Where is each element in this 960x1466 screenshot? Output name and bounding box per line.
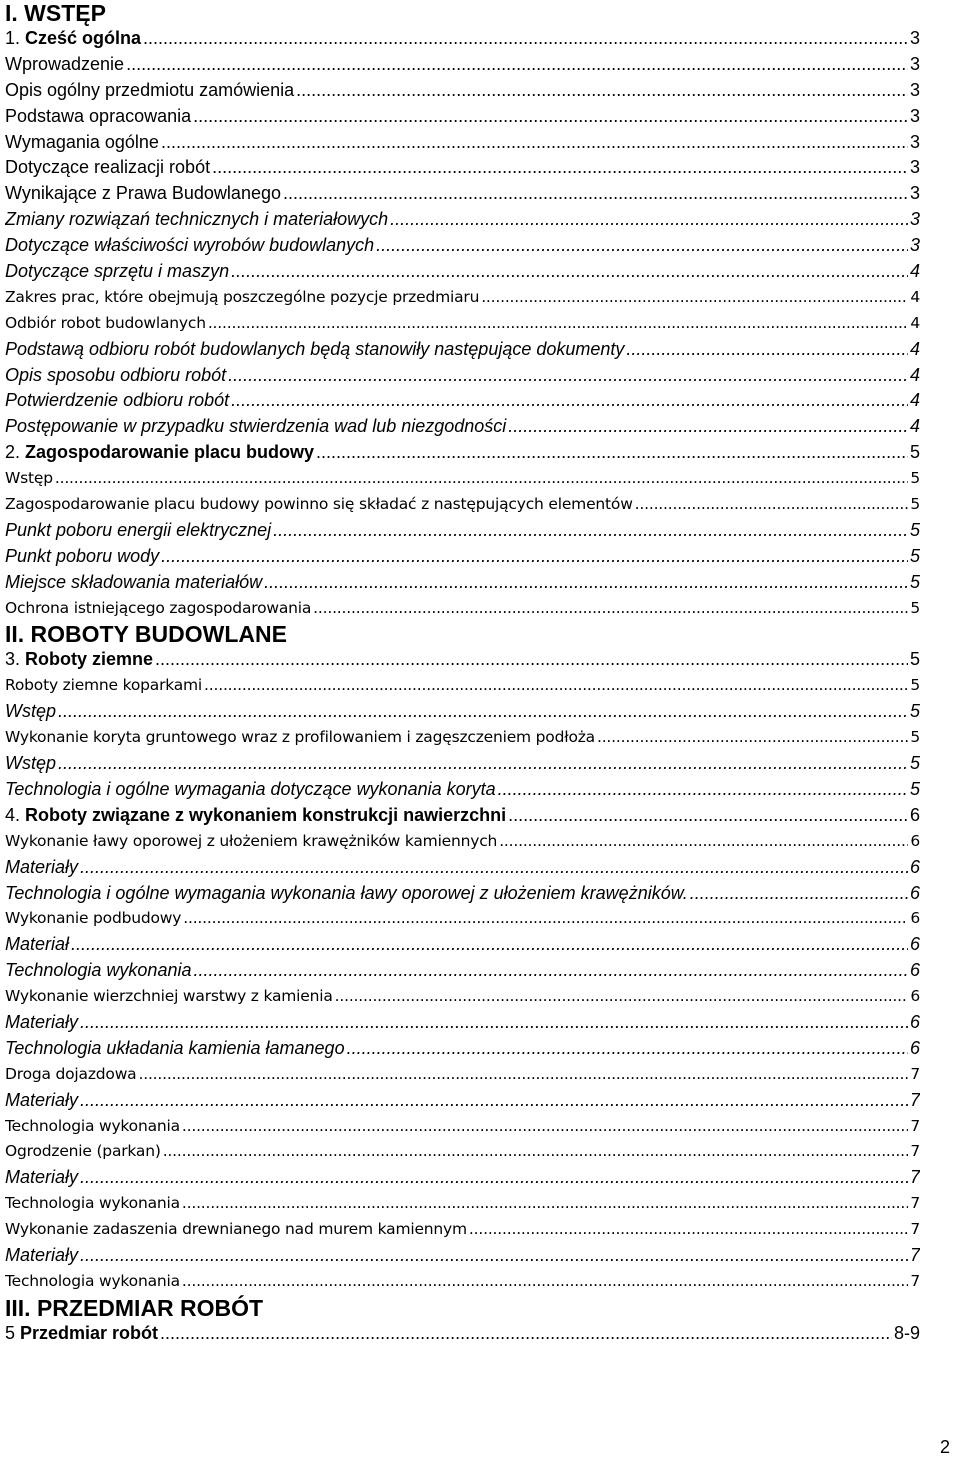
- toc-entry-title: Zagospodarowanie placu budowy powinno się składać z następujących elementów: [5, 495, 633, 514]
- toc-entry[interactable]: [5, 52, 920, 78]
- toc-entry[interactable]: [5, 337, 920, 363]
- toc-entry-page: 3: [909, 131, 920, 152]
- toc-entry-page: 5: [910, 728, 920, 747]
- toc-leader-dots: [283, 181, 908, 207]
- toc-entry-title: Podstawą odbioru robót budowlanych będą stanowiły następujące dokumenty: [5, 338, 625, 359]
- toc-leader-dots: [231, 388, 908, 414]
- toc-entry[interactable]: [5, 1062, 920, 1088]
- toc-leader-dots: [296, 78, 908, 104]
- toc-entry-page: 6: [910, 831, 920, 850]
- toc-entry-label: [5, 984, 333, 1010]
- table-of-contents: [5, 0, 920, 1347]
- toc-entry-page: 3: [909, 235, 920, 256]
- toc-leader-dots: [690, 881, 908, 907]
- toc-entry-page: 7: [910, 1142, 920, 1161]
- toc-entry-page: 6: [909, 934, 920, 955]
- toc-entry[interactable]: [5, 414, 920, 440]
- toc-entry-label: [5, 337, 624, 363]
- toc-entry-label: [5, 1217, 467, 1243]
- toc-entry-title: Ogrodzenie (parkan): [5, 1142, 161, 1161]
- toc-entry[interactable]: [5, 130, 920, 156]
- toc-entry-label: [5, 1139, 161, 1165]
- toc-entry[interactable]: [5, 777, 920, 803]
- toc-entry-page: 7: [909, 1167, 920, 1188]
- toc-entry-page: 5: [909, 778, 920, 799]
- toc-entry-page: 3: [909, 105, 920, 126]
- toc-entry-label: [5, 104, 191, 130]
- toc-entry[interactable]: [5, 855, 920, 881]
- toc-entry-page: 7: [910, 1194, 920, 1213]
- toc-leader-dots: [80, 1088, 908, 1114]
- toc-entry[interactable]: [5, 1191, 920, 1217]
- toc-entry-number: 2.: [5, 442, 26, 463]
- toc-entry[interactable]: [5, 1243, 920, 1269]
- toc-entry-page: 5: [909, 519, 920, 540]
- toc-leader-dots: [182, 1114, 908, 1140]
- toc-entry-label: [5, 466, 53, 492]
- toc-entry-label: [5, 388, 229, 414]
- toc-entry-page: 5: [909, 545, 920, 566]
- toc-entry-title: Dotyczące właściwości wyrobów budowlanych: [5, 235, 375, 256]
- toc-entry[interactable]: [5, 647, 920, 673]
- toc-leader-dots: [498, 777, 908, 803]
- toc-entry-label: [5, 855, 78, 881]
- toc-entry-page: 5: [909, 649, 920, 670]
- toc-entry-label: [5, 673, 202, 699]
- toc-leader-dots: [499, 829, 908, 855]
- toc-entry-page: 6: [910, 987, 920, 1006]
- toc-leader-dots: [635, 492, 909, 518]
- toc-entry-page: 3: [909, 209, 920, 230]
- toc-entry-label: [5, 1114, 180, 1140]
- toc-leader-dots: [71, 932, 908, 958]
- toc-entry[interactable]: [5, 1321, 920, 1347]
- toc-entry-title: Wstęp: [5, 753, 57, 774]
- toc-entry-title: Droga dojazdowa: [5, 1064, 137, 1083]
- toc-leader-dots: [161, 130, 908, 156]
- toc-entry-label: [5, 1321, 158, 1347]
- toc-entry-label: [5, 181, 281, 207]
- toc-leader-dots: [231, 259, 908, 285]
- toc-entry-page: 7: [910, 1064, 920, 1083]
- toc-entry-title: Roboty ziemne: [25, 649, 154, 670]
- toc-entry-page: 5: [909, 571, 920, 592]
- toc-entry-label: [5, 881, 688, 907]
- toc-leader-dots: [469, 1217, 908, 1243]
- toc-entry-label: [5, 285, 479, 311]
- toc-entry-title: Postępowanie w przypadku stwierdzenia wad lub niezgodności: [5, 416, 507, 437]
- toc-entry-page: 4: [909, 416, 920, 437]
- toc-entry-label: [5, 259, 229, 285]
- toc-entry-label: [5, 1191, 180, 1217]
- toc-entry[interactable]: [5, 803, 920, 829]
- toc-entry-label: [5, 518, 271, 544]
- toc-entry-title: Technologia wykonania: [5, 960, 192, 981]
- toc-entry-title: Wstęp: [5, 701, 57, 722]
- toc-leader-dots: [163, 1139, 909, 1165]
- toc-leader-dots: [264, 570, 908, 596]
- toc-entry-title: Miejsce składowania materiałów: [5, 571, 263, 592]
- toc-entry-page: 3: [909, 183, 920, 204]
- toc-entry-title: Roboty ziemne koparkami: [5, 676, 203, 695]
- toc-entry[interactable]: [5, 26, 920, 52]
- toc-entry-page: 3: [909, 79, 920, 100]
- toc-entry-title: Materiały: [5, 856, 79, 877]
- toc-leader-dots: [161, 544, 908, 570]
- toc-entry-label: [5, 363, 226, 389]
- toc-entry-title: Potwierdzenie odbioru robót: [5, 390, 230, 411]
- toc-entry-title: Wykonanie koryta gruntowego wraz z profilowaniem i zagęszczeniem podłoża: [5, 728, 595, 747]
- toc-entry-title: Technologia wykonania: [5, 1271, 180, 1290]
- toc-entry-title: Zagospodarowanie placu budowy: [25, 442, 315, 463]
- toc-leader-dots: [80, 1010, 908, 1036]
- toc-entry-label: [5, 1062, 136, 1088]
- toc-entry-page: 4: [910, 313, 920, 332]
- toc-entry-page: 4: [909, 261, 920, 282]
- toc-leader-dots: [335, 984, 909, 1010]
- toc-entry-label: [5, 570, 262, 596]
- toc-entry[interactable]: [5, 932, 920, 958]
- toc-entry-page: 6: [910, 909, 920, 928]
- toc-entry-label: [5, 233, 374, 259]
- toc-entry[interactable]: [5, 1269, 920, 1295]
- toc-entry-number: 3.: [5, 649, 26, 670]
- toc-entry[interactable]: [5, 78, 920, 104]
- toc-entry-label: [5, 1243, 78, 1269]
- page-number: 2: [939, 1437, 950, 1457]
- toc-entry[interactable]: [5, 259, 920, 285]
- toc-leader-dots: [55, 466, 908, 492]
- toc-entry-label: [5, 492, 633, 518]
- toc-entry[interactable]: [5, 1139, 920, 1165]
- toc-entry-page: 7: [910, 1220, 920, 1239]
- toc-entry-page: 7: [909, 1089, 920, 1110]
- toc-entry-title: Materiały: [5, 1011, 79, 1032]
- toc-entry[interactable]: [5, 984, 920, 1010]
- toc-leader-dots: [228, 363, 908, 389]
- toc-entry-number: 5: [5, 1322, 21, 1343]
- toc-entry-page: 3: [909, 28, 920, 48]
- toc-entry[interactable]: [5, 1165, 920, 1191]
- toc-leader-dots: [376, 233, 908, 259]
- toc-entry-label: [5, 906, 181, 932]
- toc-entry-label: [5, 777, 496, 803]
- toc-leader-dots: [208, 311, 909, 337]
- toc-entry-title: Zmiany rozwiązań technicznych i materiałowych: [5, 209, 389, 230]
- toc-entry-label: [5, 1010, 78, 1036]
- toc-entry[interactable]: [5, 492, 920, 518]
- toc-entry[interactable]: [5, 1217, 920, 1243]
- toc-leader-dots: [390, 207, 908, 233]
- toc-entry-number: 1.: [5, 28, 26, 48]
- toc-entry-page: 6: [909, 856, 920, 877]
- toc-entry-title: Wykonanie ławy oporowej z ułożeniem krawężników kamiennych: [5, 831, 498, 850]
- toc-entry[interactable]: [5, 285, 920, 311]
- toc-entry[interactable]: [5, 518, 920, 544]
- toc-leader-dots: [160, 1321, 892, 1347]
- toc-entry-label: [5, 155, 210, 181]
- toc-entry-page: 5: [910, 598, 920, 617]
- toc-leader-dots: [80, 1243, 908, 1269]
- toc-entry-label: [5, 26, 141, 52]
- toc-entry-title: Technologia wykonania: [5, 1194, 180, 1213]
- toc-entry-page: 6: [909, 882, 920, 903]
- toc-entry[interactable]: [5, 207, 920, 233]
- toc-leader-dots: [58, 699, 908, 725]
- toc-entry[interactable]: [5, 570, 920, 596]
- toc-leader-dots: [138, 1062, 908, 1088]
- toc-entry-label: [5, 130, 159, 156]
- toc-leader-dots: [481, 285, 908, 311]
- toc-entry-page: 4: [909, 364, 920, 385]
- toc-entry[interactable]: [5, 881, 920, 907]
- toc-entry-title: Wymagania ogólne: [5, 131, 159, 152]
- toc-leader-dots: [182, 1269, 908, 1295]
- toc-leader-dots: [508, 803, 908, 829]
- toc-entry-label: [5, 414, 506, 440]
- toc-entry-page: 5: [910, 469, 920, 488]
- toc-entry-title: Technologia wykonania: [5, 1116, 180, 1135]
- toc-entry-title: Wykonanie wierzchniej warstwy z kamienia: [5, 987, 333, 1006]
- toc-entry-title: Wprowadzenie: [5, 53, 125, 74]
- toc-entry-page: 6: [909, 1011, 920, 1032]
- toc-entry[interactable]: [5, 1010, 920, 1036]
- toc-entry-title: Technologia i ogólne wymagania wykonania ławy oporowej z ułożeniem krawężników.: [5, 882, 688, 903]
- toc-entry-page: 8-9: [893, 1322, 920, 1343]
- toc-entry-page: 4: [909, 390, 920, 411]
- toc-entry-page: 5: [910, 676, 920, 695]
- toc-leader-dots: [313, 596, 908, 622]
- toc-entry[interactable]: [5, 311, 920, 337]
- toc-entry-page: 6: [909, 1037, 920, 1058]
- toc-leader-dots: [80, 855, 908, 881]
- toc-entry-page: 5: [909, 753, 920, 774]
- toc-entry-page: 6: [909, 804, 920, 825]
- toc-entry-title: Opis ogólny przedmiotu zamówienia: [5, 79, 295, 100]
- toc-entry[interactable]: [5, 751, 920, 777]
- toc-entry-label: [5, 829, 497, 855]
- toc-leader-dots: [183, 906, 908, 932]
- toc-entry[interactable]: [5, 440, 920, 466]
- toc-entry-title: Materiał: [5, 934, 70, 955]
- toc-entry-label: [5, 440, 314, 466]
- toc-entry-title: Zakres prac, które obejmują poszczególne pozycje przedmiaru: [5, 287, 480, 306]
- toc-entry-label: [5, 207, 388, 233]
- toc-entry-title: Materiały: [5, 1089, 79, 1110]
- toc-entry[interactable]: [5, 699, 920, 725]
- toc-entry-label: [5, 1088, 78, 1114]
- toc-entry[interactable]: [5, 233, 920, 259]
- toc-entry-page: 7: [910, 1116, 920, 1135]
- toc-entry-title: Przedmiar robót: [20, 1322, 159, 1343]
- toc-entry-title: Wynikające z Prawa Budowlanego: [5, 183, 281, 204]
- toc-entry-number: 4.: [5, 804, 26, 825]
- toc-entry-title: Roboty związane z wykonaniem konstrukcji nawierzchni: [25, 804, 507, 825]
- toc-entry-label: [5, 596, 311, 622]
- toc-entry-title: Dotyczące realizacji robót: [5, 157, 211, 178]
- toc-entry-title: Wykonanie zadaszenia drewnianego nad murem kamiennym: [5, 1220, 467, 1239]
- toc-entry[interactable]: [5, 104, 920, 130]
- toc-entry-label: [5, 1165, 78, 1191]
- toc-entry-label: [5, 803, 506, 829]
- toc-entry-label: [5, 647, 153, 673]
- toc-entry[interactable]: [5, 388, 920, 414]
- toc-entry-title: Materiały: [5, 1244, 79, 1265]
- toc-entry[interactable]: [5, 181, 920, 207]
- section-heading: II. ROBOTY BUDOWLANE: [5, 621, 287, 648]
- section-heading: I. WSTĘP: [5, 0, 106, 26]
- toc-leader-dots: [80, 1165, 908, 1191]
- toc-entry-title: Odbiór robot budowlanych: [5, 313, 206, 332]
- toc-entry-label: [5, 1036, 345, 1062]
- toc-entry-title: Technologia i ogólne wymagania dotyczące wykonania koryta: [5, 778, 496, 799]
- toc-entry[interactable]: [5, 466, 920, 492]
- toc-leader-dots: [626, 337, 908, 363]
- toc-entry-title: Podstawa opracowania: [5, 105, 192, 126]
- toc-entry-title: Technologia układania kamienia łamanego: [5, 1037, 345, 1058]
- toc-entry-page: 5: [910, 495, 920, 514]
- toc-leader-dots: [143, 26, 908, 52]
- toc-entry-label: [5, 78, 294, 104]
- toc-entry-label: [5, 699, 56, 725]
- toc-leader-dots: [193, 104, 908, 130]
- toc-entry-page: 5: [909, 442, 920, 463]
- toc-entry-title: Ochrona istniejącego zagospodarowania: [5, 598, 312, 617]
- toc-entry-title: Punkt poboru energii elektrycznej: [5, 519, 272, 540]
- toc-entry-label: [5, 932, 69, 958]
- toc-entry-title: Dotyczące sprzętu i maszyn: [5, 261, 230, 282]
- toc-entry[interactable]: [5, 673, 920, 699]
- toc-leader-dots: [508, 414, 908, 440]
- toc-entry[interactable]: [5, 829, 920, 855]
- toc-entry-title: Materiały: [5, 1167, 79, 1188]
- toc-entry-label: [5, 751, 56, 777]
- toc-entry[interactable]: [5, 1088, 920, 1114]
- toc-leader-dots: [597, 725, 908, 751]
- toc-leader-dots: [126, 52, 908, 78]
- toc-entry-label: [5, 725, 595, 751]
- toc-entry[interactable]: [5, 725, 920, 751]
- toc-entry-title: Opis sposobu odbioru robót: [5, 364, 227, 385]
- toc-entry-page: 4: [909, 338, 920, 359]
- toc-entry-page: 6: [909, 960, 920, 981]
- toc-entry[interactable]: [5, 155, 920, 181]
- toc-leader-dots: [204, 673, 908, 699]
- toc-entry-title: Punkt poboru wody: [5, 545, 160, 566]
- toc-leader-dots: [182, 1191, 908, 1217]
- toc-entry-page: 4: [910, 287, 920, 306]
- toc-entry-label: [5, 1269, 180, 1295]
- toc-entry-page: 3: [909, 157, 920, 178]
- toc-entry-label: [5, 958, 191, 984]
- toc-entry[interactable]: [5, 1036, 920, 1062]
- toc-leader-dots: [316, 440, 908, 466]
- toc-entry[interactable]: [5, 906, 920, 932]
- toc-entry[interactable]: [5, 544, 920, 570]
- toc-entry[interactable]: [5, 596, 920, 622]
- toc-entry-title: Wstęp: [5, 469, 53, 488]
- toc-entry-title: Wykonanie podbudowy: [5, 909, 182, 928]
- toc-leader-dots: [58, 751, 908, 777]
- toc-entry[interactable]: [5, 958, 920, 984]
- toc-entry[interactable]: [5, 363, 920, 389]
- toc-leader-dots: [155, 647, 908, 673]
- toc-leader-dots: [212, 155, 908, 181]
- toc-leader-dots: [347, 1036, 908, 1062]
- toc-entry-page: 7: [910, 1271, 920, 1290]
- toc-entry-title: Cześć ogólna: [25, 28, 142, 48]
- toc-entry-label: [5, 52, 124, 78]
- toc-entry-page: 3: [909, 53, 920, 74]
- toc-entry-label: [5, 311, 206, 337]
- section-heading: III. PRZEDMIAR ROBÓT: [5, 1294, 264, 1321]
- toc-entry-label: [5, 544, 159, 570]
- toc-leader-dots: [273, 518, 908, 544]
- toc-entry-page: 5: [909, 701, 920, 722]
- toc-entry[interactable]: [5, 1114, 920, 1140]
- toc-entry-page: 7: [909, 1244, 920, 1265]
- toc-leader-dots: [193, 958, 908, 984]
